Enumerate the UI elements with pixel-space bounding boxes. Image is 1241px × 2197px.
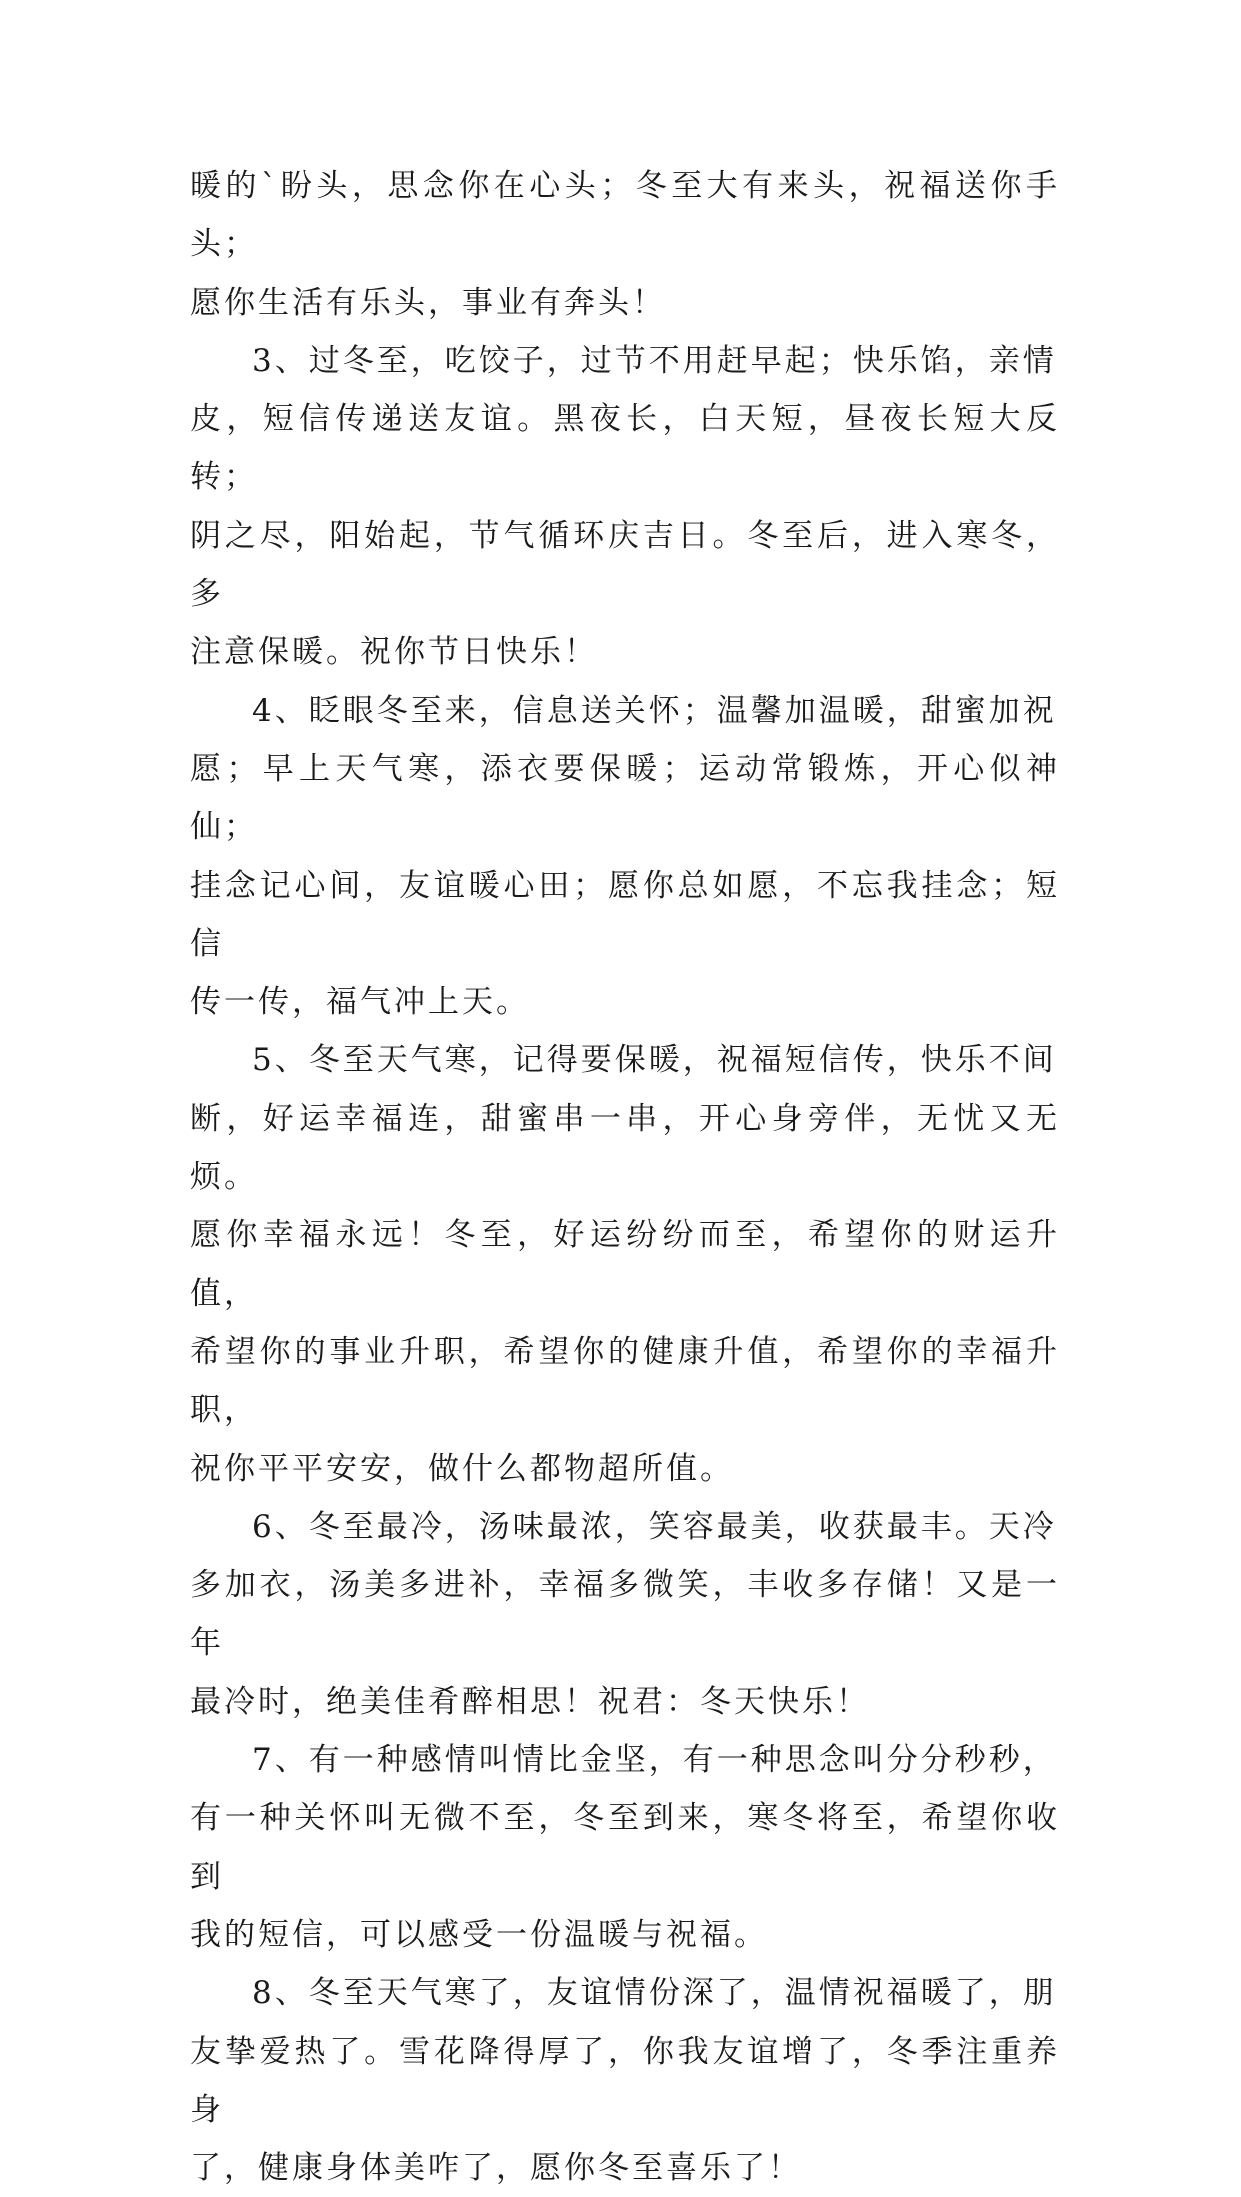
- text-line: 愿；早上天气寒，添衣要保暖；运动常锻炼，开心似神仙；: [190, 750, 1060, 846]
- text-line: 希望你的事业升职，希望你的健康升值，希望你的幸福升职，: [190, 1333, 1060, 1429]
- text-line: 挂念记心间，友谊暖心田；愿你总如愿，不忘我挂念；短信: [190, 867, 1060, 962]
- text-line: 了，健康身体美咋了，愿你冬至喜乐了！: [190, 2150, 802, 2187]
- paragraph: [190, 1964, 1060, 2197]
- text-line: 4、眨眼冬至来，信息送关怀；温馨加温暖，甜蜜加祝: [252, 692, 1057, 729]
- text-line: 断，好运幸福连，甜蜜串一串，开心身旁伴，无忧又无烦。: [190, 1100, 1060, 1196]
- text-line: 8、冬至天气寒了，友谊情份深了，温情祝福暖了，朋: [252, 1975, 1057, 2012]
- text-line: 多加衣，汤美多进补，幸福多微笑，丰收多存储！又是一年: [190, 1567, 1060, 1662]
- text-line: 友挚爱热了。雪花降得厚了，你我友谊增了，冬季注重养身: [190, 2033, 1060, 2128]
- text-line: 最冷时，绝美佳肴醉相思！祝君：冬天快乐！: [190, 1683, 870, 1720]
- text-line: 注意保暖。祝你节日快乐！: [190, 634, 598, 671]
- document-body: [190, 157, 1060, 2197]
- text-line: 暖的`盼头，思念你在心头；冬至大有来头，祝福送你手头；: [190, 168, 1060, 263]
- paragraph: [190, 1731, 1060, 1964]
- text-line: 有一种关怀叫无微不至，冬至到来，寒冬将至，希望你收到: [190, 1800, 1060, 1895]
- paragraph: [190, 332, 1060, 682]
- text-line: 传一传，福气冲上天。: [190, 984, 530, 1021]
- text-line: 愿你幸福永远！冬至，好运纷纷而至，希望你的财运升值，: [190, 1217, 1060, 1312]
- text-line: 愿你生活有乐头，事业有奔头！: [190, 284, 666, 321]
- text-line: 5、冬至天气寒，记得要保暖，祝福短信传，快乐不间: [252, 1042, 1057, 1079]
- text-line: 3、过冬至，吃饺子，过节不用赶早起；快乐馅，亲情: [252, 342, 1057, 379]
- text-line: 我的短信，可以感受一份温暖与祝福。: [190, 1916, 768, 1953]
- text-line: 6、冬至最冷，汤味最浓，笑容最美，收获最丰。天冷: [252, 1508, 1057, 1545]
- text-line: 阴之尽，阳始起，节气循环庆吉日。冬至后，进入寒冬，多: [190, 517, 1060, 613]
- paragraph: [190, 1498, 1060, 1731]
- text-line: 皮，短信传递送友谊。黑夜长，白天短，昼夜长短大反转；: [190, 401, 1060, 496]
- paragraph: [190, 682, 1060, 1032]
- paragraph: [190, 1031, 1060, 1497]
- paragraph: [190, 157, 1060, 332]
- text-line: 7、有一种感情叫情比金坚，有一种思念叫分分秒秒，: [252, 1742, 1057, 1779]
- text-line: 祝你平平安安，做什么都物超所值。: [190, 1450, 734, 1487]
